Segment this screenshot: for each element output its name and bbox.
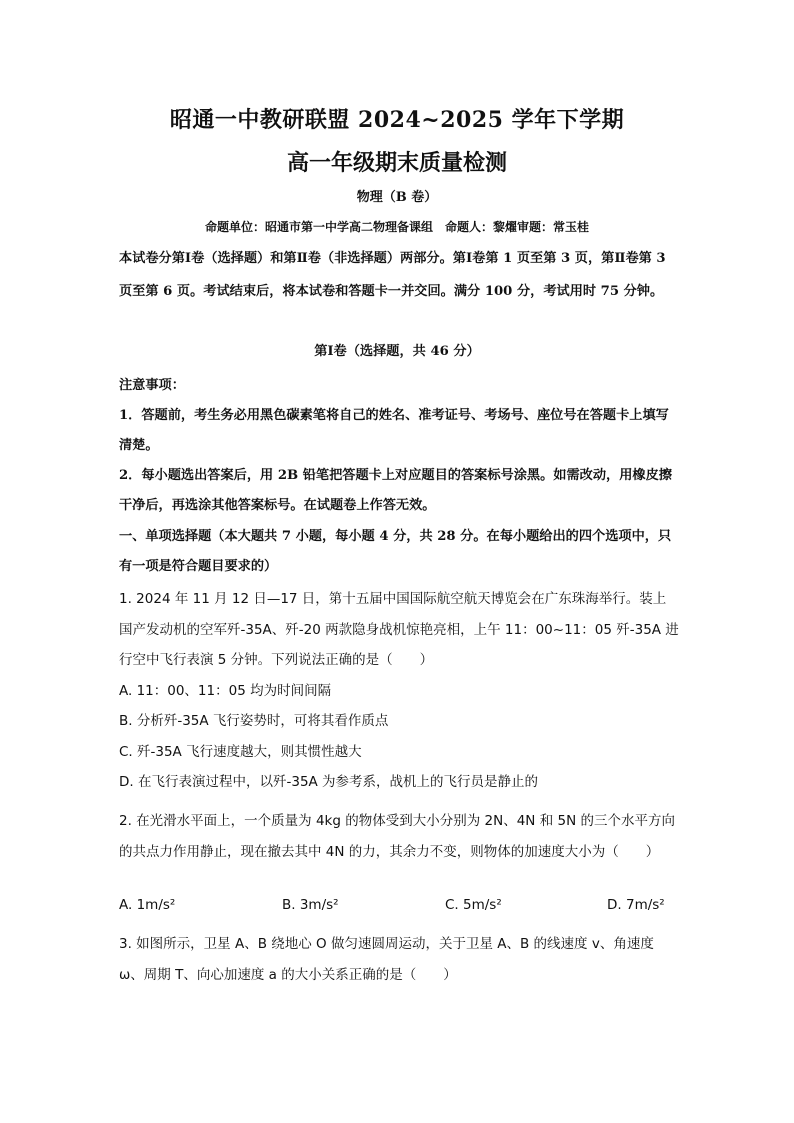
exam-title-line1: 昭通一中教研联盟 2024~2025 学年下学期 [169,107,625,133]
question-2-option-b: B. 3m/s² [282,897,339,913]
note-item-1: 1．答题前，考生务必用黑色碳素笔将自己的姓名、准考证号、考场号、座位号在答题卡上填写清楚。 [119,408,669,453]
exam-intro: 本试卷分第Ⅰ卷（选择题）和第Ⅱ卷（非选择题）两部分。第Ⅰ卷第 1 页至第 3 页，第Ⅱ卷第 3 页至第 6 页。考试结束后，将本试卷和答题卡一并交回。满分 100 分，考试用时 75 分钟。 [119,251,666,299]
question-1-stem: 1. 2024 年 11 月 12 日—17 日，第十五届中国国际航空航天博览会在广东珠海举行。装上国产发动机的空军歼-35A、歼-20 两款隐身战机惊艳亮相，上午 11：00~11：05 歼-35A 进行空中飞行表演 5 分钟。下列说法正确的是（ ） [119,591,679,668]
question-1-option-b: B. 分析歼-35A 飞行姿势时，可将其看作质点 [119,713,389,729]
exam-title-line2: 高一年级期末质量检测 [286,150,507,176]
question-2-stem: 2. 在光滑水平面上，一个质量为 4kg 的物体受到大小分别为 2N、4N 和 5N 的三个水平方向的共点力作用静止，现在撤去其中 4N 的力，其余力不变，则物体的加速度大小为（ ） [119,813,675,860]
question-3-stem: 3. 如图所示，卫星 A、B 绕地心 O 做匀速圆周运动，关于卫星 A、B 的线速度 v、角速度 ω、周期 T、向心加速度 a 的大小关系正确的是（ ） [119,936,654,983]
notes-heading: 注意事项： [119,378,185,393]
question-2-option-a: A. 1m/s² [119,897,176,913]
question-2-option-d: D. 7m/s² [607,897,665,913]
question-3 [119,929,679,990]
question-2 [119,806,679,867]
subject-label: 物理（B 卷） [356,190,438,205]
question-1-option-c: C. 歼-35A 飞行速度越大，则其惯性越大 [119,743,362,760]
question-1-option-d: D. 在飞行表演过程中，以歼-35A 为参考系，战机上的飞行员是静止的 [119,774,539,790]
part1-title: 第Ⅰ卷（选择题，共 46 分） [314,344,480,359]
question-2-option-c: C. 5m/s² [445,897,502,913]
question-1 [119,584,679,798]
section1-heading: 一、单项选择题（本大题共 7 小题，每小题 4 分，共 28 分。在每小题给出的四个选项中，只有一项是符合题目要求的） [119,529,672,574]
question-1-option-a: A. 11：00、11：05 均为时间间隔 [119,682,332,699]
authors-line: 命题单位：昭通市第一中学高二物理备课组 命题人：黎燿审题：常玉桂 [204,220,589,234]
note-item-2: 2．每小题选出答案后，用 2B 铅笔把答题卡上对应题目的答案标号涂黑。如需改动，用橡皮擦干净后，再选涂其他答案标号。在试题卷上作答无效。 [119,468,672,513]
